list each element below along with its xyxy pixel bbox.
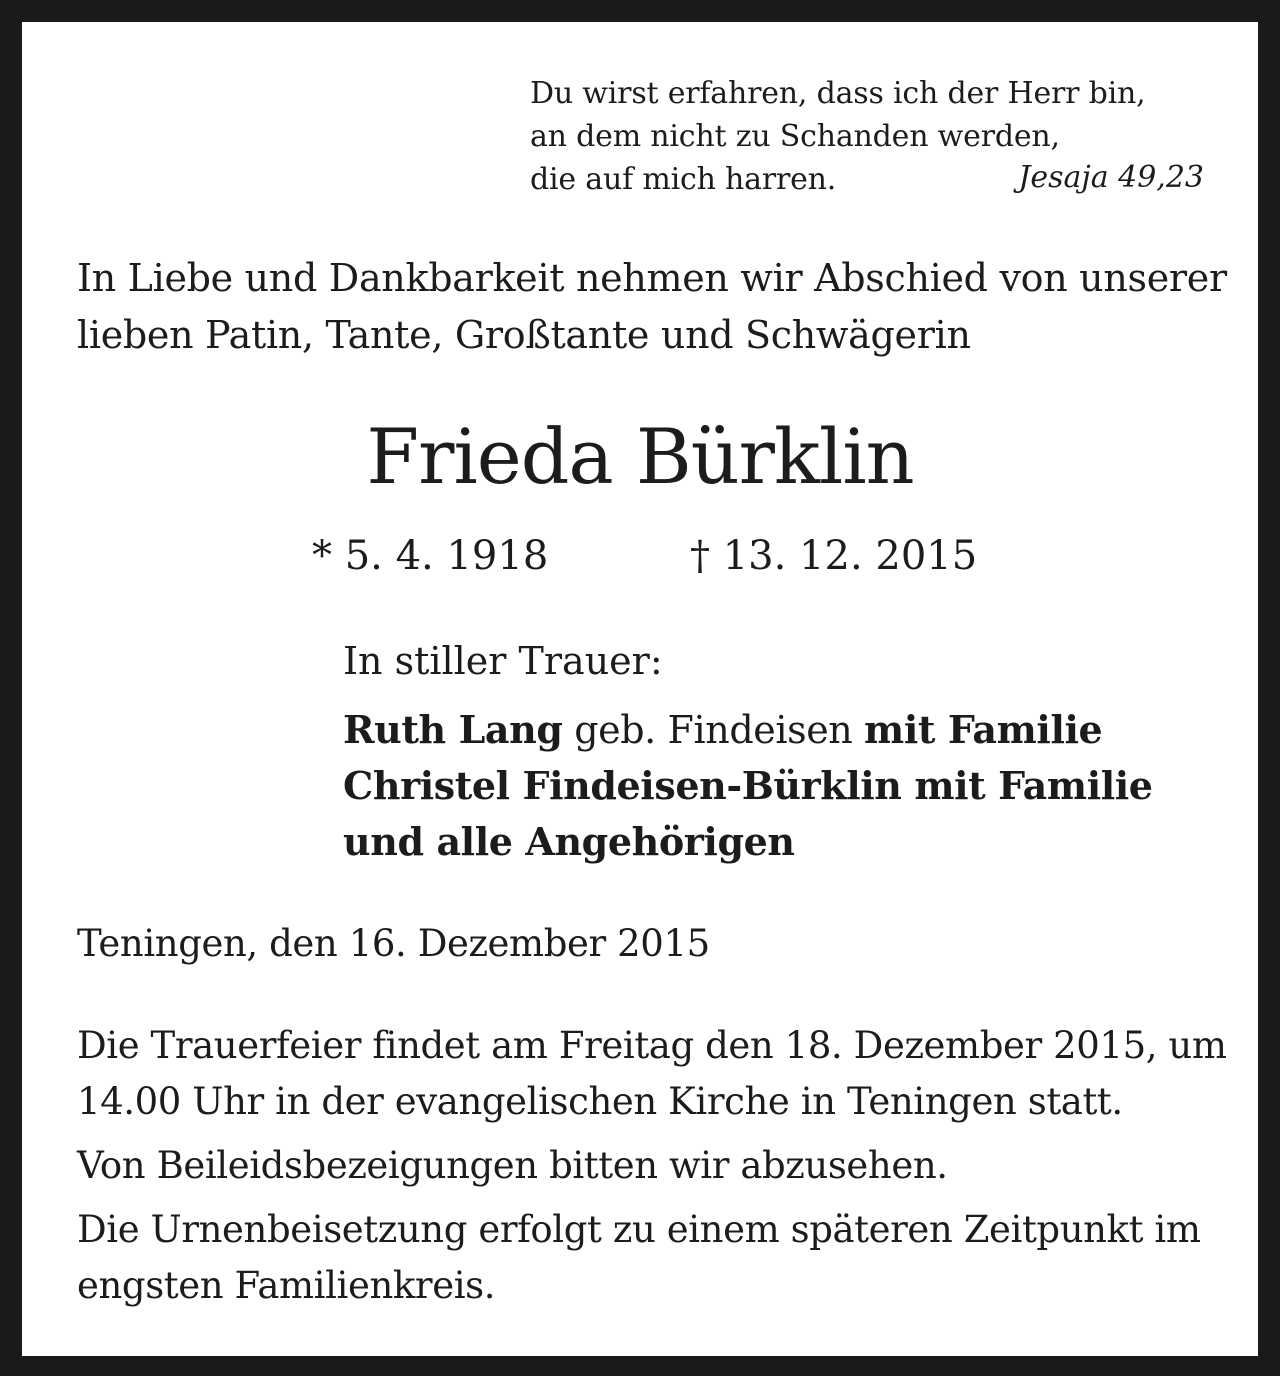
verse-reference: Jesaja 49,23 bbox=[1018, 160, 1204, 195]
notice-line: 14.00 Uhr in der evangelischen Kirche in Teningen statt. bbox=[77, 1080, 1123, 1123]
verse-line: die auf mich harren. bbox=[530, 162, 837, 197]
place-date: Teningen, den 16. Dezember 2015 bbox=[77, 922, 710, 965]
deceased-name: Frieda Bürklin bbox=[366, 412, 914, 501]
notice-line: Die Urnenbeisetzung erfolgt zu einem späteren Zeitpunkt im bbox=[77, 1208, 1201, 1251]
mourners-heading: In stiller Trauer: bbox=[343, 639, 663, 683]
burial-notice bbox=[77, 1202, 1201, 1314]
intro-line: In Liebe und Dankbarkeit nehmen wir Abschied von unserer bbox=[77, 256, 1227, 300]
notice-line: engsten Familienkreis. bbox=[77, 1264, 496, 1307]
ceremony-notice bbox=[77, 1018, 1227, 1130]
intro-text bbox=[77, 250, 1227, 364]
verse-line: an dem nicht zu Schanden werden, bbox=[530, 119, 1060, 154]
mourner-name: Ruth Lang bbox=[343, 707, 563, 752]
mourner-line: Christel Findeisen-Bürklin mit Familie bbox=[343, 763, 1153, 808]
notice-line: Die Trauerfeier findet am Freitag den 18. Dezember 2015, um bbox=[77, 1024, 1227, 1067]
birth-date: * 5. 4. 1918 bbox=[312, 533, 549, 579]
mourner-line: und alle Angehörigen bbox=[343, 819, 795, 864]
mourner-line bbox=[343, 702, 1153, 758]
intro-line: lieben Patin, Tante, Großtante und Schwägerin bbox=[77, 313, 971, 357]
verse-line: Du wirst erfahren, dass ich der Herr bin, bbox=[530, 76, 1146, 111]
mourner-maiden-name: geb. Findeisen bbox=[562, 708, 865, 752]
condolences-notice: Von Beileidsbezeigungen bitten wir abzusehen. bbox=[77, 1144, 948, 1187]
obituary-notice bbox=[22, 22, 1258, 1356]
mourners-list bbox=[343, 702, 1153, 870]
mourner-suffix: mit Familie bbox=[864, 707, 1103, 752]
death-date: † 13. 12. 2015 bbox=[690, 533, 978, 579]
